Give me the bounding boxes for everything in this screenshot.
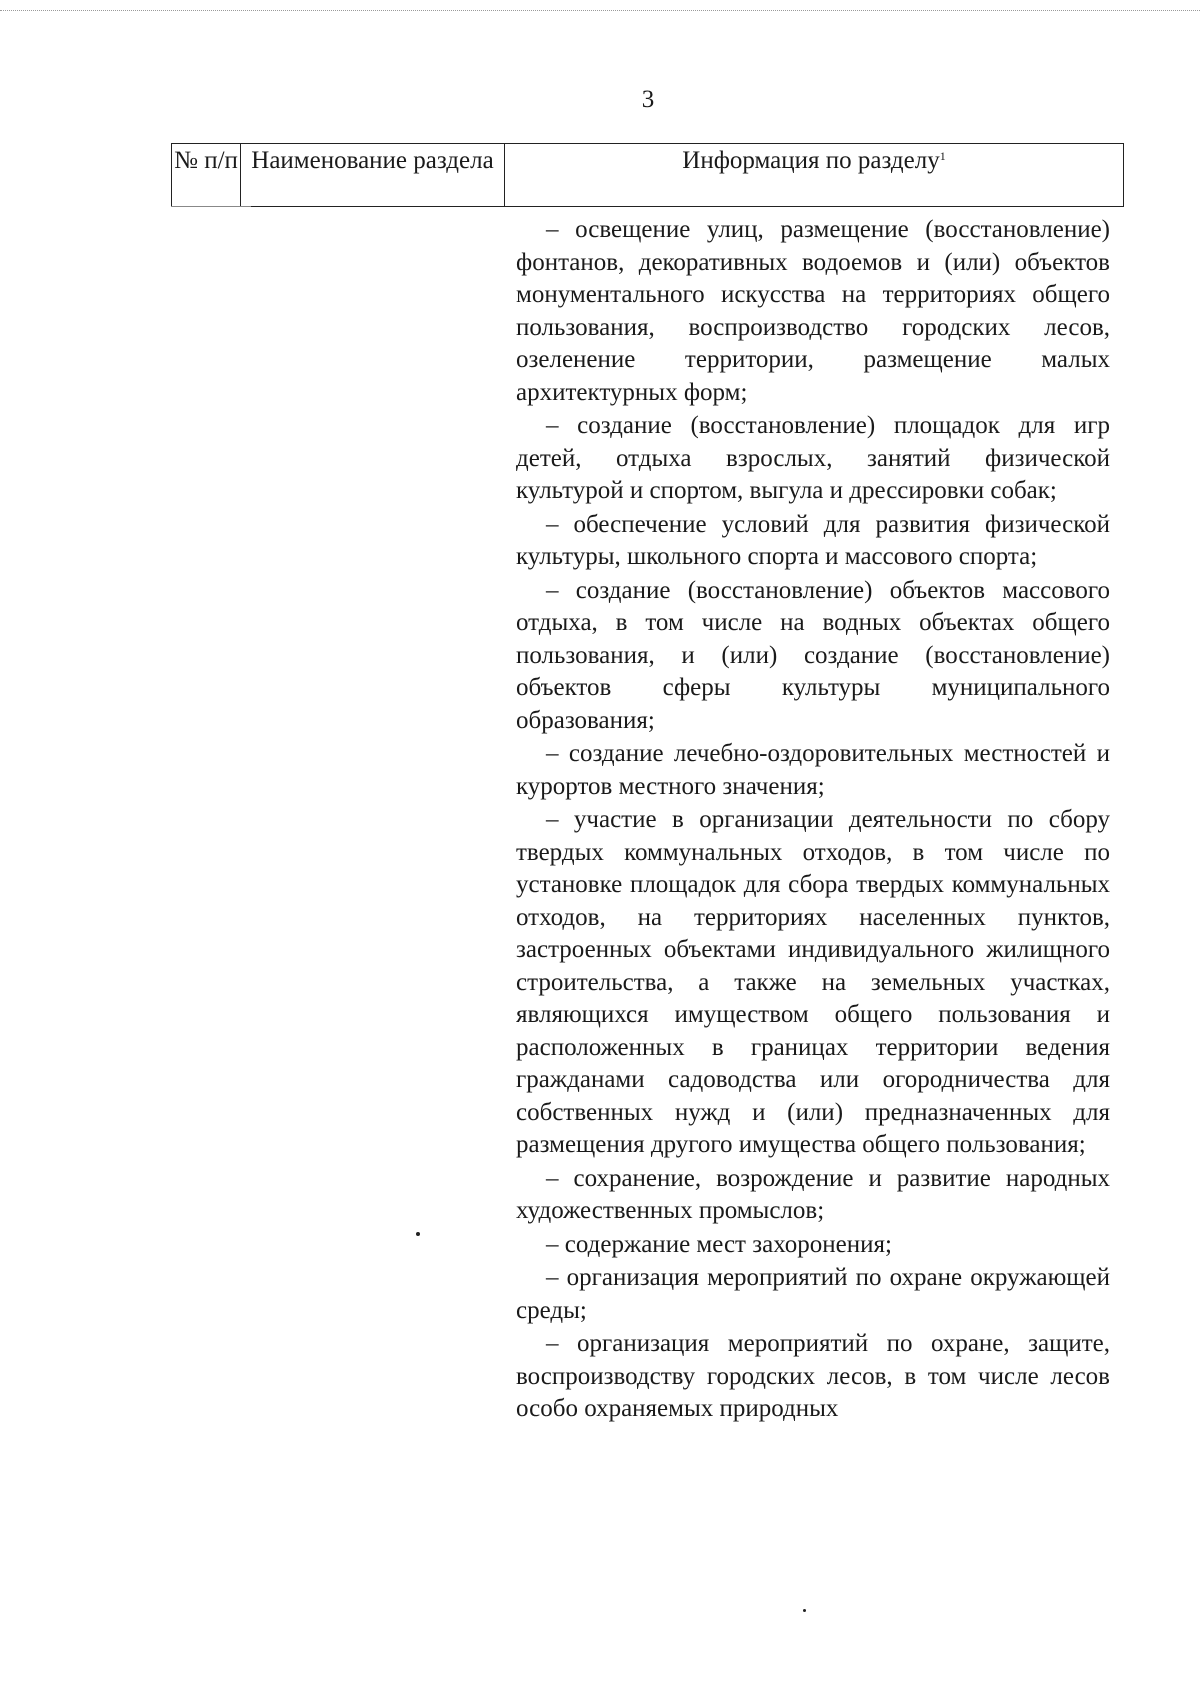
list-item: – обеспечение условий для развития физической культуры, школьного спорта и массового спорта; (516, 510, 1110, 570)
table-continuation-rule (171, 206, 251, 207)
column-header-number: № п/п (172, 144, 241, 206)
page-number: 3 (641, 86, 655, 113)
list-item: – создание (восстановление) объектов массового отдыха, в том числе на водных объектах общего пользования, и (или) создание (восстановление) объектов сферы культуры муниципального образования; (516, 576, 1110, 734)
list-item: – освещение улиц, размещение (восстановление) фонтанов, декоративных водоемов и (или) объектов монументального искусства на территориях общего пользования, воспроизводство городских лесов, озеленение территории, размещение малых архитектурных форм; (516, 216, 1110, 406)
list-item: – создание лечебно-оздоровительных местностей и курортов местного значения; (516, 740, 1110, 800)
list-item: – организация мероприятий по охране, защите, воспроизводству городских лесов, в том числе лесов особо охраняемых природных (516, 1330, 1110, 1422)
list-item: – организация мероприятий по охране окружающей среды; (516, 1264, 1110, 1324)
scan-speck (803, 1609, 806, 1612)
section-info-cell (516, 214, 1110, 1426)
footnote-marker: 1 (939, 149, 946, 163)
column-header-section-name: Наименование раздела (241, 144, 505, 206)
scan-edge-line (0, 10, 1200, 11)
list-item: – участие в организации деятельности по сбору твердых коммунальных отходов, в том числе по установке площадок для сбора твердых коммунальных отходов, на территориях населенных пунктов, застроенных объектами индивидуального жилищного строительства, а также на земельных участках, являющихся имуществом общего пользования и расположенных в границах территории ведения гражданами садоводства или огородничества для собственных нужд и (или) предназначенных для размещения другого имущества общего пользования; (516, 806, 1110, 1158)
list-item: – создание (восстановление) площадок для игр детей, отдыха взрослых, занятий физической культурой и спортом, выгула и дрессировки собак; (516, 412, 1110, 504)
table-header (171, 143, 1124, 207)
column-header-section-info (505, 144, 1123, 206)
column-header-section-info-label: Информация по разделу (682, 147, 940, 174)
list-item: – содержание мест захоронения; (546, 1230, 892, 1258)
list-item: – сохранение, возрождение и развитие народных художественных промыслов; (516, 1164, 1110, 1224)
scan-speck (416, 1232, 420, 1236)
